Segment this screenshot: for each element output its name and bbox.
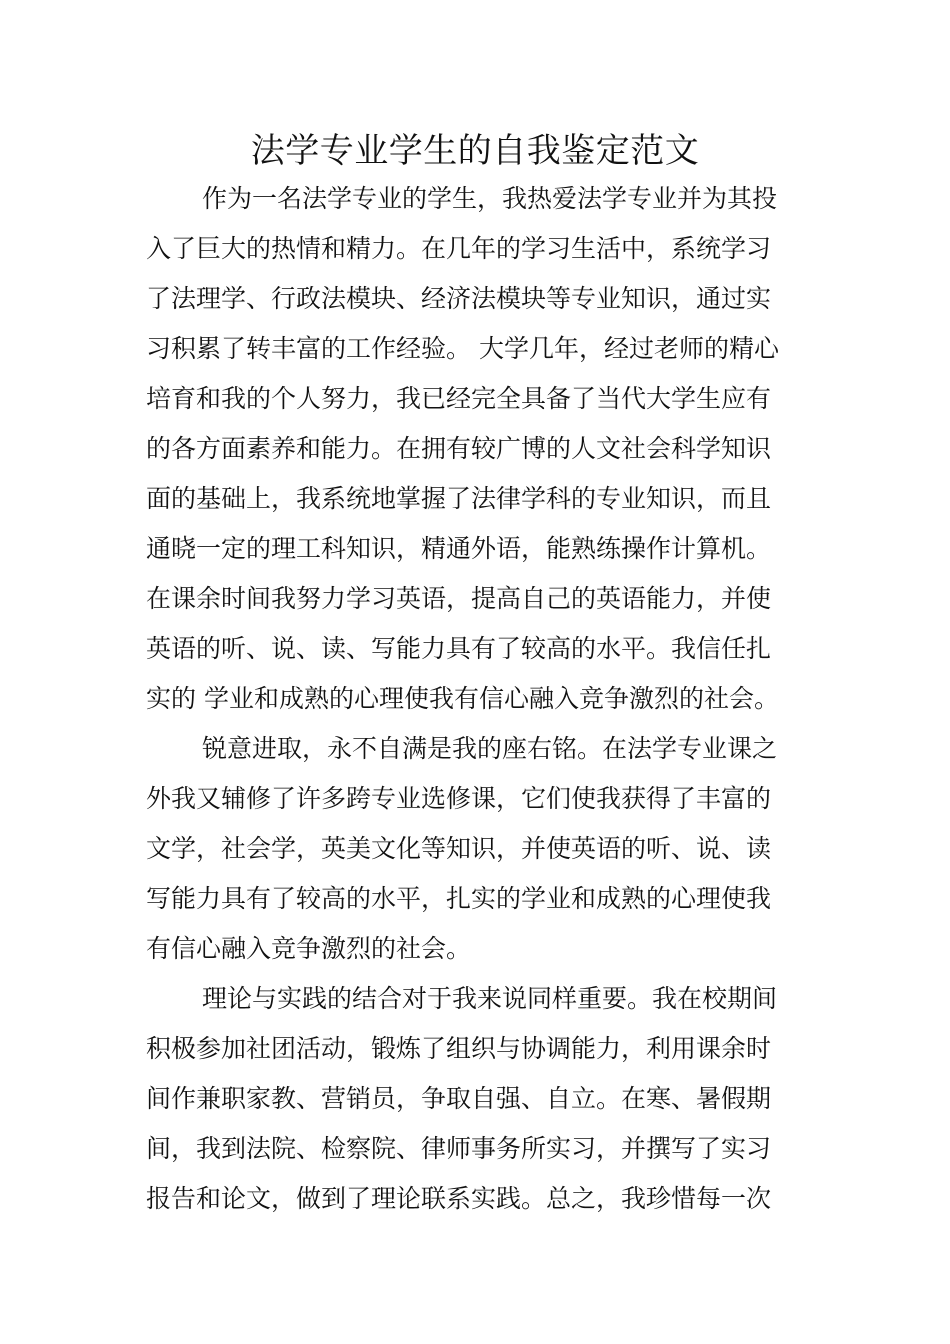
paragraph-1-line-6: 的各方面素养和能力。在拥有较广博的人文社会科学知识: [146, 434, 772, 463]
paragraph-3-line-1: 理论与实践的结合对于我来说同样重要。我在校期间: [202, 984, 778, 1013]
paragraph-1-line-2: 入了巨大的热情和精力。在几年的学习生活中，系统学习: [146, 234, 772, 263]
paragraph-1-line-11: 实的 学业和成熟的心理使我有信心融入竞争激烈的社会。: [146, 684, 779, 713]
paragraph-3-line-3: 间作兼职家教、营销员，争取自强、自立。在寒、暑假期: [146, 1084, 772, 1113]
paragraph-2-line-5: 有信心融入竞争激烈的社会。: [146, 934, 472, 963]
paragraph-2-line-2: 外我又辅修了许多跨专业选修课，它们使我获得了丰富的: [146, 784, 772, 813]
paragraph-3-line-2: 积极参加社团活动，锻炼了组织与协调能力，利用课余时: [146, 1034, 772, 1063]
paragraph-2-line-4: 写能力具有了较高的水平，扎实的学业和成熟的心理使我: [146, 884, 772, 913]
paragraph-1-line-1: 作为一名法学专业的学生，我热爱法学专业并为其投: [202, 184, 778, 213]
paragraph-1-line-4: 习积累了转丰富的工作经验。 大学几年，经过老师的精心: [146, 334, 779, 363]
paragraph-2-line-3: 文学，社会学，英美文化等知识，并使英语的听、说、读: [146, 834, 772, 863]
paragraph-1-line-5: 培育和我的个人努力，我已经完全具备了当代大学生应有: [146, 384, 772, 413]
paragraph-1-line-3: 了法理学、行政法模块、经济法模块等专业知识，通过实: [146, 284, 772, 313]
paragraph-2-line-1: 锐意进取，永不自满是我的座右铭。在法学专业课之: [202, 734, 778, 763]
paragraph-1-line-7: 面的基础上，我系统地掌握了法律学科的专业知识，而且: [146, 484, 772, 513]
paragraph-3-line-4: 间，我到法院、检察院、律师事务所实习，并撰写了实习: [146, 1134, 772, 1163]
document-title: 法学专业学生的自我鉴定范文: [250, 131, 700, 171]
paragraph-1-line-8: 通晓一定的理工科知识，精通外语，能熟练操作计算机。: [146, 534, 772, 563]
paragraph-1-line-10: 英语的听、说、读、写能力具有了较高的水平。我信任扎: [146, 634, 772, 663]
paragraph-1-line-9: 在课余时间我努力学习英语，提高自己的英语能力，并使: [146, 584, 772, 613]
paragraph-3-line-5: 报告和论文，做到了理论联系实践。总之，我珍惜每一次: [146, 1184, 772, 1213]
